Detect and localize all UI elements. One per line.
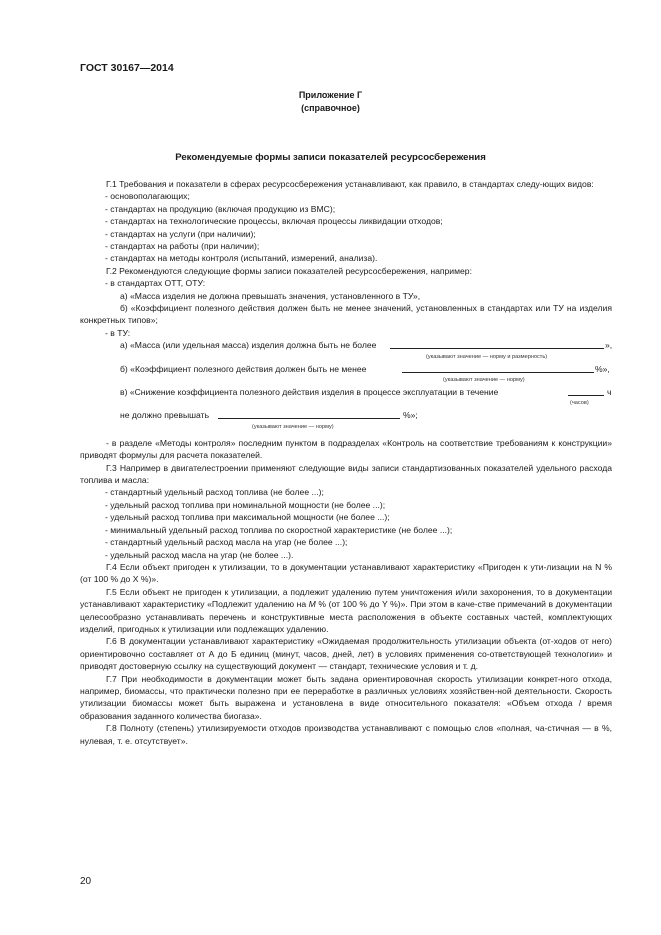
- document-body: [80, 178, 612, 747]
- blank-caption: (часов): [570, 400, 589, 407]
- blank-caption: (указывают значение — норму и размерность): [426, 353, 548, 360]
- list-item: - основополагающих;: [105, 191, 190, 202]
- paragraph-g2: Г.2 Рекомендуются следующие формы записи показателей ресурсосбережения, например:: [106, 265, 472, 276]
- form-line-limit: [80, 409, 612, 421]
- list-item: б) «Коэффициент полезного действия должен быть не менее значений, установленных в стандартах или ТУ на изделия конкретных типов»;: [80, 303, 612, 326]
- fill-blank: [402, 372, 594, 373]
- form-text: ч: [607, 387, 612, 398]
- list-item: - стандартах на технологические процессы, включая процессы ликвидации отходов;: [105, 216, 443, 227]
- paragraph-text: % (от 100 % до Y %)». При этом в каче-стве примечаний в документации целесообразно устанавливать перечень и конструктивные места расположения в объекте составных частей, комплектующих изделий, пригодных к утилизации или подлежащих удалению.: [80, 599, 613, 634]
- fill-blank: [218, 418, 400, 419]
- fill-blank: [568, 395, 604, 396]
- paragraph-g6: Г.6 В документации устанавливают характеристику «Ожидаемая продолжительность утилизации объекта (от-ходов от него) ориентировочно составляет от А до Б единиц (минут, часов, дней, лет) в условиях применения со-ответствующей технологии» и приводят достоверную ссылку на существующий документ — стандарт, технические условия и т. д.: [80, 636, 612, 672]
- form-text: %»;: [403, 410, 418, 421]
- form-line-degradation: [80, 386, 612, 398]
- paragraph-g3: Г.3 Например в двигателестроении применяют следующие виды записи стандартизованных показателей удельного расхода топлива и масла:: [80, 462, 612, 486]
- paragraph-g5: [80, 586, 612, 636]
- form-line-efficiency: [80, 363, 612, 375]
- list-item: а) «Масса изделия не должна превышать значения, установленного в ТУ»,: [120, 290, 421, 301]
- list-item: - стандартах на методы контроля (испытаний, измерений, анализа).: [105, 253, 378, 264]
- form-text: не должно превышать: [120, 410, 210, 421]
- list-item: - удельный расход масла на угар (не более ...).: [105, 549, 294, 560]
- form-text: б) «Коэффициент полезного действия должен быть не менее: [120, 363, 367, 374]
- list-item: - стандартах на услуги (при наличии);: [105, 228, 256, 239]
- paragraph-g4: Г.4 Если объект пригоден к утилизации, то в документации устанавливают характеристику «Пригоден к ути-лизации на N % (от 100 % до X %)».: [80, 561, 612, 585]
- paragraph-methods: - в разделе «Методы контроля» последним пунктом в подразделах «Контроль на соответствие требованиям к конструкции» приводят формулы для расчета показателей.: [80, 437, 612, 461]
- list-item: - стандартах на продукцию (включая продукцию из ВМС);: [105, 203, 336, 214]
- list-item: - стандартный удельный расход масла на угар (не более ...);: [105, 537, 348, 548]
- list-item: - в ТУ:: [105, 327, 131, 338]
- list-item: - удельный расход топлива при максимальной мощности (не более ...);: [105, 512, 390, 523]
- list-item: - удельный расход топлива при номинальной мощности (не более ...);: [105, 499, 386, 510]
- form-text: а) «Масса (или удельная масса) изделия должна быть не более: [120, 340, 377, 351]
- list-item: - стандартный удельный расход топлива (не более ...);: [105, 487, 324, 498]
- page-number: 20: [80, 876, 92, 887]
- paragraph-text-italic: М: [308, 599, 316, 610]
- blank-caption: (указывают значение — норму): [443, 377, 525, 384]
- form-text: »,: [605, 340, 613, 351]
- list-item: - в стандартах ОТТ, ОТУ:: [105, 278, 206, 289]
- section-title: Рекомендуемые формы записи показателей ресурсосбережения: [175, 152, 486, 163]
- form-text: в) «Снижение коэффициента полезного действия изделия в процессе эксплуатации в течение: [120, 387, 499, 398]
- standard-header: ГОСТ 30167—2014: [80, 62, 174, 74]
- paragraph-g1: Г.1 Требования и показатели в сферах ресурсосбережения устанавливают, как правило, в стандартах следу-ющих видов:: [106, 179, 594, 189]
- form-text: %»,: [595, 363, 610, 374]
- list-item: - стандартах на работы (при наличии);: [105, 241, 260, 252]
- paragraph-text: Г.5 Если объект не пригоден к утилизации, а подлежит удалению путем уничтожения и/или захоронения, то в документации устанавливают характеристику «Подлежит удалению на: [80, 586, 612, 610]
- appendix-type: (справочное): [301, 103, 360, 113]
- paragraph-g8: Г.8 Полноту (степень) утилизируемости отходов производства устанавливают с помощью слов «полная, ча-стичная — в %, нулевая, т. е. отсутствует».: [80, 723, 612, 746]
- list-item: - минимальный удельный расход топлива по скоростной характеристике (не более ...);: [105, 524, 453, 535]
- blank-caption: (указывают значение — норму): [252, 423, 334, 430]
- paragraph-g7: Г.7 При необходимости в документации может быть задана ориентировочная скорость утилизации конкрет-ного отхода, например, биомассы, что практически полезно при ее переработке в различных условиях хозяйствен-ной деятельности. Скорость утилизации биомассы может быть выражена и установлена в виде относительного показателя: «Объем отхода / время образования заданного количества биогаза».: [80, 673, 612, 721]
- appendix-title: Приложение Г: [298, 90, 363, 100]
- fill-blank: [390, 348, 604, 349]
